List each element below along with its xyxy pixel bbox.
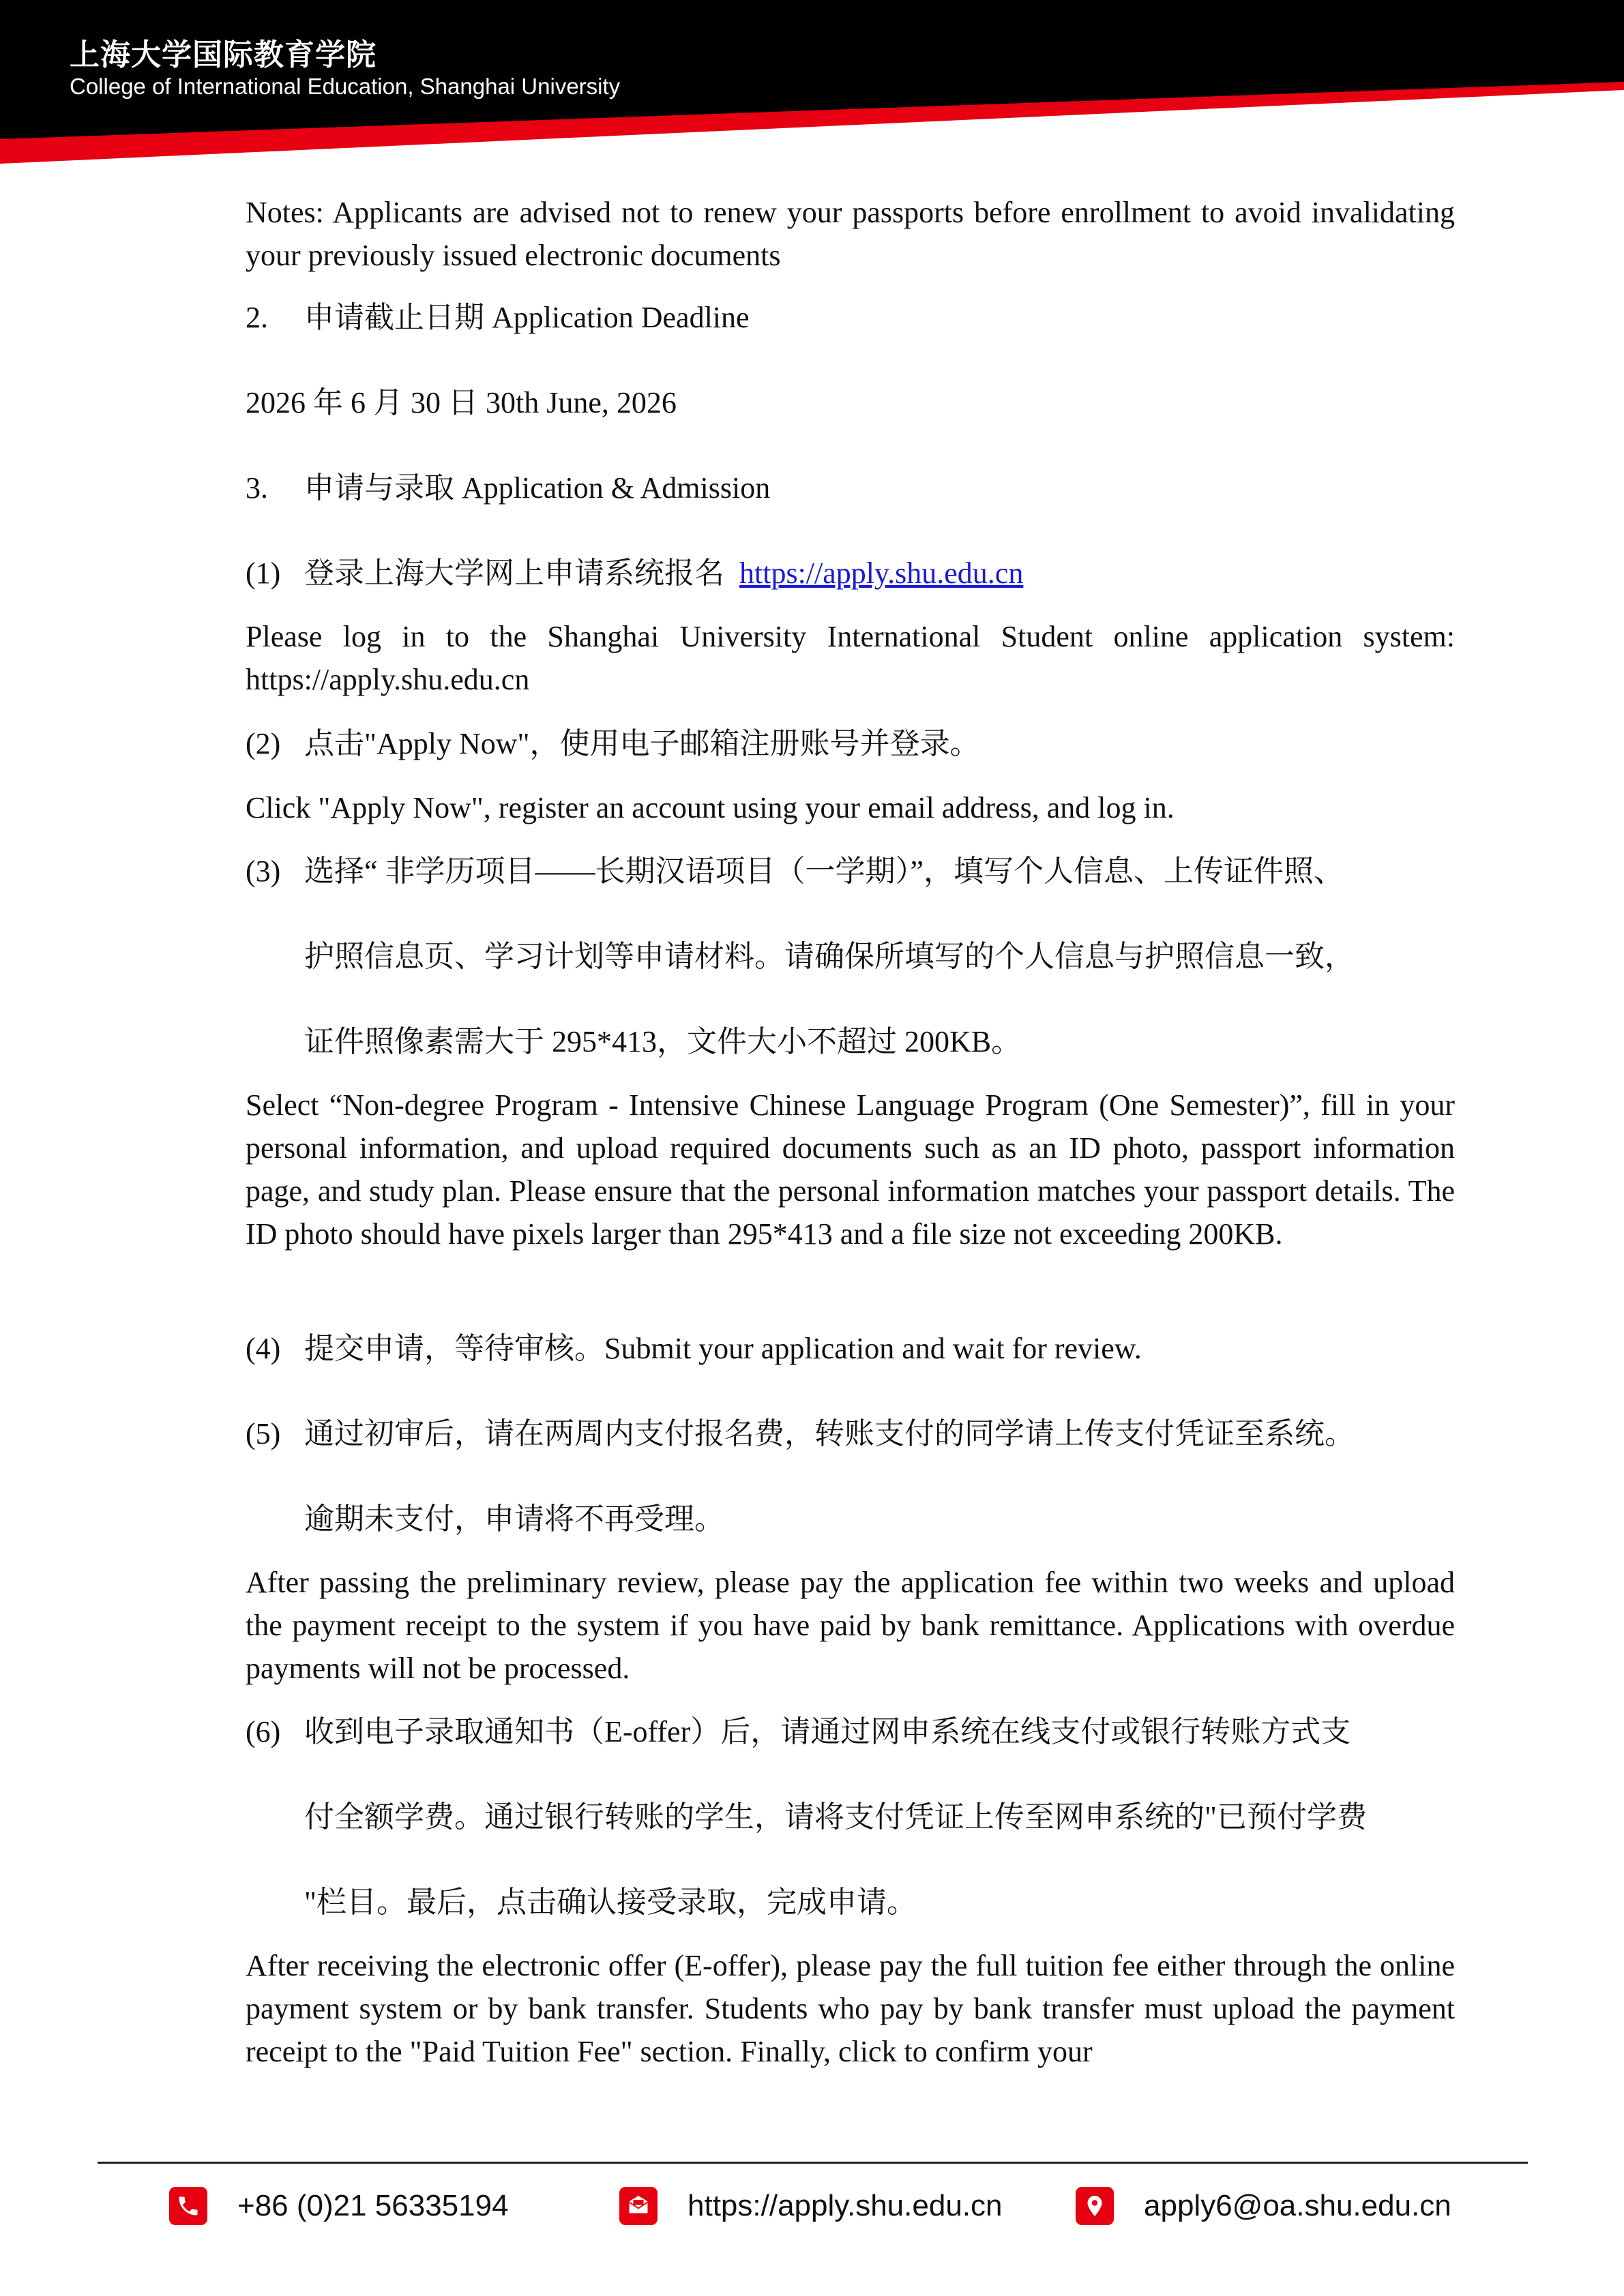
footer-email	[1076, 2182, 1451, 2230]
step-5-en: After passing the preliminary review, please pay the application fee within two weeks and upload the payment receipt to the system if you have paid by bank remittance. Applications with overdue payments will not be processed.	[246, 1566, 1455, 1685]
step-number: (3)	[246, 854, 281, 888]
step-4	[246, 1327, 1455, 1370]
deadline-date: 2026 年 6 月 30 日 30th June, 2026	[246, 386, 677, 419]
phone-icon	[169, 2187, 207, 2225]
college-name-en: College of International Education, Shanghai University	[70, 74, 621, 99]
section-number: 2.	[246, 301, 268, 334]
section-title: 申请截止日期 Application Deadline	[304, 301, 750, 334]
step-text: 通过初审后，请在两周内支付报名费，转账支付的同学请上传支付凭证至系统。	[304, 1417, 1355, 1450]
step-3-en: Select “Non-degree Program - Intensive Chinese Language Program (One Semester)”, fill in your personal information, and upload required documents such as an ID photo, passport information page, and study plan. Please ensure that the personal information matches your passport details. The ID photo should have pixels larger than 295*413 and a file size not exceeding 200KB.	[246, 1088, 1455, 1251]
section-number: 3.	[246, 471, 268, 505]
step-text: 提交申请，等待审核。Submit your application and wait for review.	[304, 1332, 1142, 1365]
step-6-cn-line-2: 付全额学费。通过银行转账的学生，请将支付凭证上传至网申系统的"已预付学费	[304, 1800, 1367, 1834]
step-2-cn	[246, 722, 1455, 765]
page-header	[0, 0, 1624, 184]
step-text: 收到电子录取通知书（E-offer）后，请通过网申系统在线支付或银行转账方式支	[304, 1715, 1351, 1748]
notes-paragraph: Notes: Applicants are advised not to renew your passports before enrollment to avoid invalidating your previously issued electronic documents	[246, 196, 1455, 272]
location-pin-icon	[1076, 2187, 1114, 2225]
step-5-cn-line-1	[246, 1412, 1455, 1455]
step-6-en: After receiving the electronic offer (E-offer), please pay the full tuition fee either through the online payment system or by bank transfer. Students who pay by bank transfer must upload the payment receipt to the "Paid Tuition Fee" section. Finally, click to confirm your	[246, 1949, 1455, 2068]
section-heading-deadline	[246, 296, 1455, 339]
step-number: (5)	[246, 1417, 281, 1450]
footer-divider	[98, 2162, 1528, 2164]
step-text: 点击"Apply Now"，使用电子邮箱注册账号并登录。	[304, 727, 980, 760]
envelope-icon	[619, 2187, 658, 2225]
step-number: (6)	[246, 1715, 281, 1748]
website-link[interactable]: https://apply.shu.edu.cn	[688, 2189, 1003, 2222]
apply-system-link[interactable]: https://apply.shu.edu.cn	[739, 556, 1024, 590]
step-3-cn-line-3: 证件照像素需大于 295*413，文件大小不超过 200KB。	[304, 1025, 1022, 1058]
step-3-cn-line-1	[246, 850, 1455, 893]
college-name-cn: 上海大学国际教育学院	[70, 38, 377, 72]
email-link[interactable]: apply6@oa.shu.edu.cn	[1144, 2189, 1451, 2222]
step-5-cn-line-2: 逾期未支付，申请将不再受理。	[304, 1502, 724, 1536]
step-6-cn-line-3: "栏目。最后，点击确认接受录取，完成申请。	[304, 1885, 917, 1919]
footer-website	[619, 2182, 1002, 2230]
section-title: 申请与录取 Application & Admission	[304, 471, 771, 505]
step-number: (2)	[246, 727, 281, 760]
step-number: (1)	[246, 556, 281, 590]
step-1-cn	[246, 552, 1455, 595]
step-number: (4)	[246, 1332, 281, 1365]
step-3-cn-line-2: 护照信息页、学习计划等申请材料。请确保所填写的个人信息与护照信息一致，	[304, 940, 1355, 973]
step-2-en: Click "Apply Now", register an account using your email address, and log in.	[246, 791, 1175, 824]
step-1-en: Please log in to the Shanghai University International Student online application system: https://apply.shu.edu.cn	[246, 620, 1455, 696]
step-6-cn-line-1	[246, 1710, 1455, 1753]
phone-number: +86 (0)21 56335194	[237, 2189, 509, 2222]
footer-phone	[169, 2182, 509, 2230]
step-text: 登录上海大学网上申请系统报名	[304, 556, 724, 590]
step-text: 选择“ 非学历项目——长期汉语项目（一学期）”，填写个人信息、上传证件照、	[304, 854, 1344, 888]
section-heading-application	[246, 466, 1455, 509]
